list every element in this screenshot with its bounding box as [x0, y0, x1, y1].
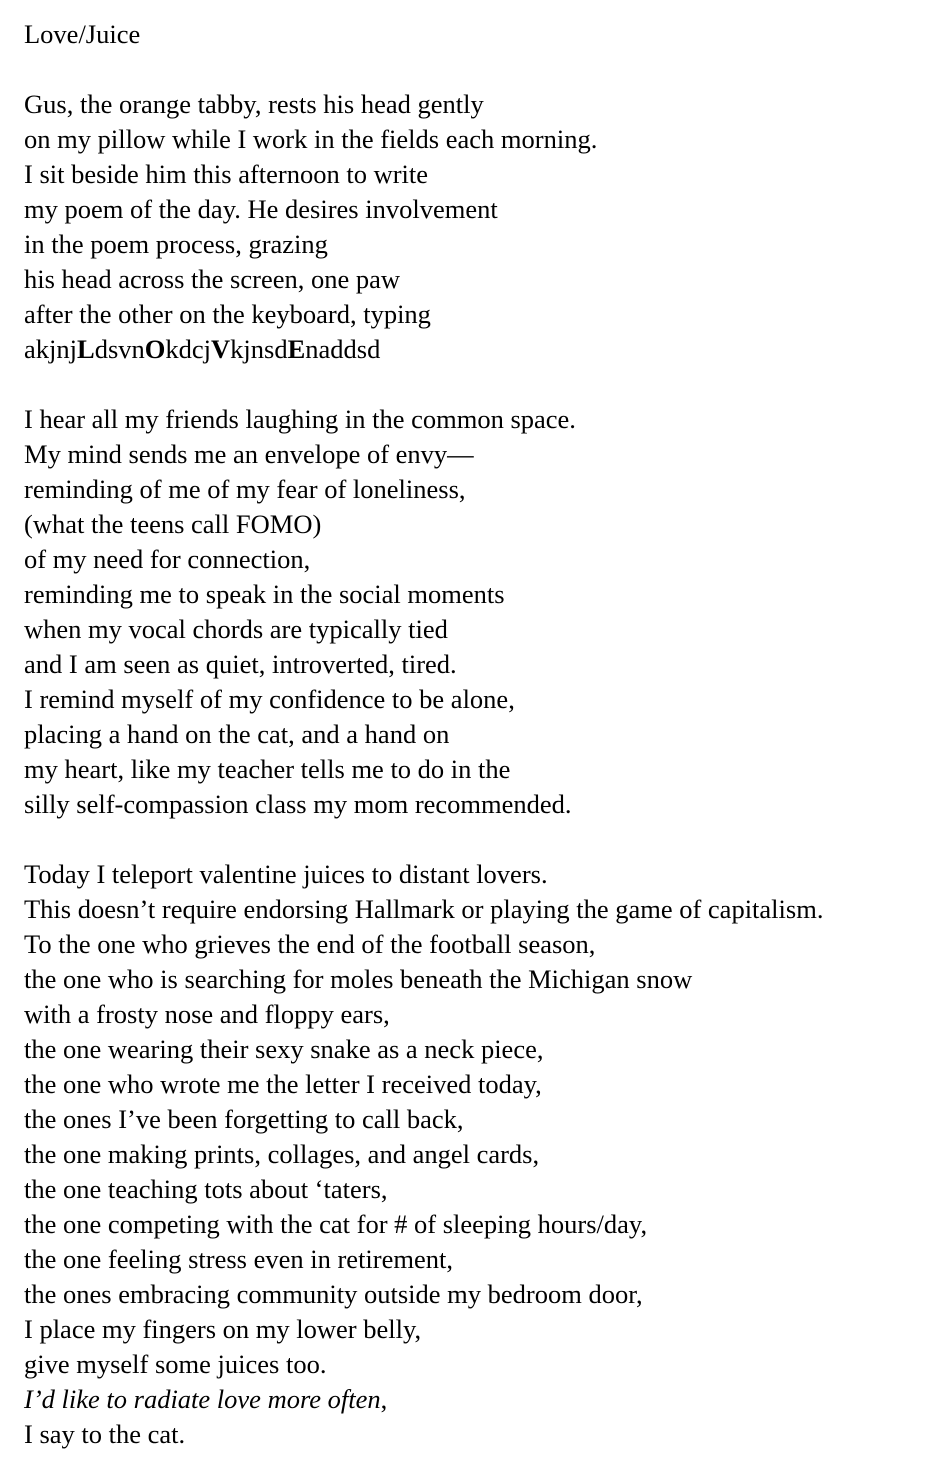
typed-part: kdcj — [165, 334, 212, 364]
poem-line: silly self-compassion class my mom recommended. — [24, 789, 572, 819]
poem-line: placing a hand on the cat, and a hand on — [24, 719, 450, 749]
poem-line: To the one who grieves the end of the football season, — [24, 929, 596, 959]
typed-bold-letter: O — [144, 334, 166, 364]
poem-line: my heart, like my teacher tells me to do in the — [24, 754, 511, 784]
poem-line: the one wearing their sexy snake as a neck piece, — [24, 1034, 544, 1064]
poem-line: reminding of me of my fear of loneliness, — [24, 474, 466, 504]
typed-bold-letter: V — [211, 334, 231, 364]
stanza-break — [24, 52, 946, 87]
italic-phrase: I’d like to radiate love more often — [24, 1384, 381, 1414]
poem-line: My mind sends me an envelope of envy— — [24, 439, 474, 469]
italic-line-punctuation: , — [380, 1384, 388, 1414]
poem-line: the ones embracing community outside my bedroom door, — [24, 1279, 643, 1309]
typed-bold-letter: E — [287, 334, 306, 364]
poem-line: I remind myself of my confidence to be alone, — [24, 684, 515, 714]
poem-line: This doesn’t require endorsing Hallmark or playing the game of capitalism. — [24, 894, 824, 924]
typed-part: akjnj — [24, 334, 77, 364]
poem-line: after the other on the keyboard, typing — [24, 299, 431, 329]
poem-line: when my vocal chords are typically tied — [24, 614, 448, 644]
poem-line: the one teaching tots about ‘taters, — [24, 1174, 388, 1204]
final-poem-line: I say to the cat. — [24, 1419, 186, 1449]
poem-line: the one who wrote me the letter I received today, — [24, 1069, 542, 1099]
italic-poem-line — [24, 1382, 946, 1417]
typed-bold-letter: L — [77, 334, 95, 364]
poem-line: (what the teens call FOMO) — [24, 509, 322, 539]
stanza-2 — [24, 402, 946, 822]
poem-line: Gus, the orange tabby, rests his head gently — [24, 89, 484, 119]
poem-line: I sit beside him this afternoon to write — [24, 159, 429, 189]
poem-line: on my pillow while I work in the fields each morning. — [24, 124, 598, 154]
typed-gibberish-line — [24, 332, 946, 367]
poem-line: I hear all my friends laughing in the common space. — [24, 404, 576, 434]
poem-line: the one who is searching for moles beneath the Michigan snow — [24, 964, 693, 994]
typed-part: dsvn — [94, 334, 145, 364]
poem-line: I place my fingers on my lower belly, — [24, 1314, 422, 1344]
poem-line: the ones I’ve been forgetting to call back, — [24, 1104, 464, 1134]
poem-line: of my need for connection, — [24, 544, 311, 574]
poem-title: Love/Juice — [24, 19, 141, 49]
poem-line: my poem of the day. He desires involvement — [24, 194, 498, 224]
poem-line: the one feeling stress even in retirement, — [24, 1244, 453, 1274]
stanza-break — [24, 367, 946, 402]
poem-line: in the poem process, grazing — [24, 229, 328, 259]
poem-line: his head across the screen, one paw — [24, 264, 401, 294]
poem-line: reminding me to speak in the social moments — [24, 579, 505, 609]
poem-line: the one competing with the cat for # of sleeping hours/day, — [24, 1209, 648, 1239]
stanza-3 — [24, 857, 946, 1452]
poem-line: Today I teleport valentine juices to distant lovers. — [24, 859, 548, 889]
typed-part: kjnsd — [230, 334, 288, 364]
stanza-1 — [24, 87, 946, 367]
typed-part: naddsd — [305, 334, 381, 364]
poem-line: and I am seen as quiet, introverted, tired. — [24, 649, 457, 679]
poem-line: the one making prints, collages, and angel cards, — [24, 1139, 540, 1169]
stanza-break — [24, 822, 946, 857]
poem-line: with a frosty nose and floppy ears, — [24, 999, 390, 1029]
poem-line: give myself some juices too. — [24, 1349, 327, 1379]
